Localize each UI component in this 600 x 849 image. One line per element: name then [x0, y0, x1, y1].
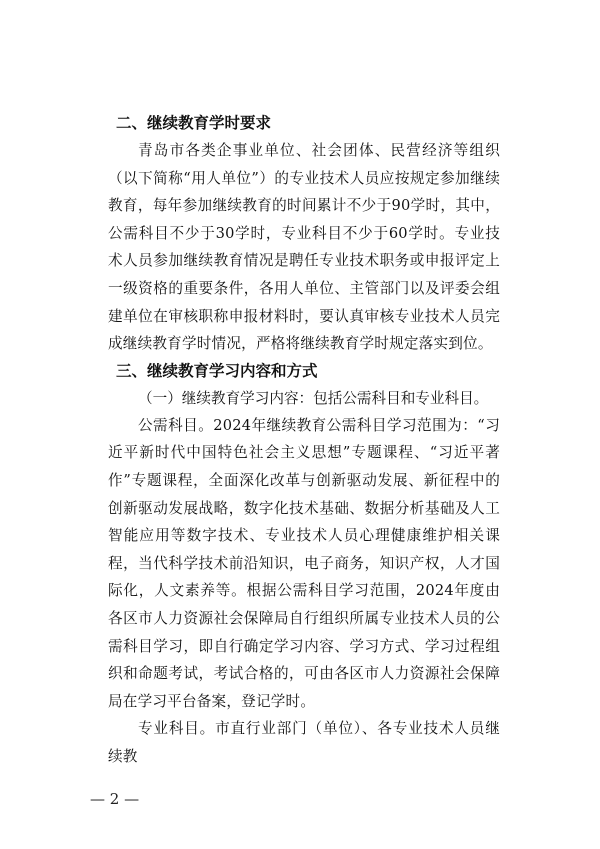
paragraph-public-subjects: 公需科目。2024年继续教育公需科目学习范围为：“习近平新时代中国特色社会主义思想”专题课程、“习近平著作”专题课程，全面深化改革与创新驱动发展、新征程中的创新驱动发展战略，数字化技术基础、数据分析基础及人工智能应用等数字技术、专业技术人员心理健康维护相关课程，当代科学技术前沿知识，电子商务，知识产权，人才国际化，人文素养等。根据公需科目学习范围，2024年度由各区市人力资源社会保障局自行组织所属专业技术人员的公需科目学习，即自行确定学习内容、学习方式、学习过程组织和命题考试，考试合格的，可由各区市人力资源社会保障局在学习平台备案，登记学时。 — [108, 416, 500, 710]
section-heading-content-and-methods: 三、继续教育学习内容和方式 — [116, 361, 318, 380]
subheading-study-content: （一）继续教育学习内容：包括公需科目和专业科目。 — [138, 389, 489, 407]
paragraph-study-hours: 青岛市各类企事业单位、社会团体、民营经济等组织（以下简称“用人单位”）的专业技术人员应按规定参加继续教育，每年参加继续教育的时间累计不少于90学时，其中，公需科目不少于30学时，专业科目不少于60学时。专业技术人员参加继续教育情况是聘任专业技术职务或申报评定上一级资格的重要条件，各用人单位、主管部门以及评委会组建单位在审核职称申报材料时，要认真审核专业技术人员完成继续教育学时情况，严格将继续教育学时规定落实到位。 — [108, 142, 500, 353]
document-body — [108, 110, 500, 770]
section-heading-study-hours: 二、继续教育学时要求 — [116, 114, 272, 132]
paragraph-professional-subjects: 专业科目。市直行业部门（单位）、各专业技术人员继续教 — [108, 720, 500, 765]
page-number: — 2 — — [90, 790, 140, 808]
